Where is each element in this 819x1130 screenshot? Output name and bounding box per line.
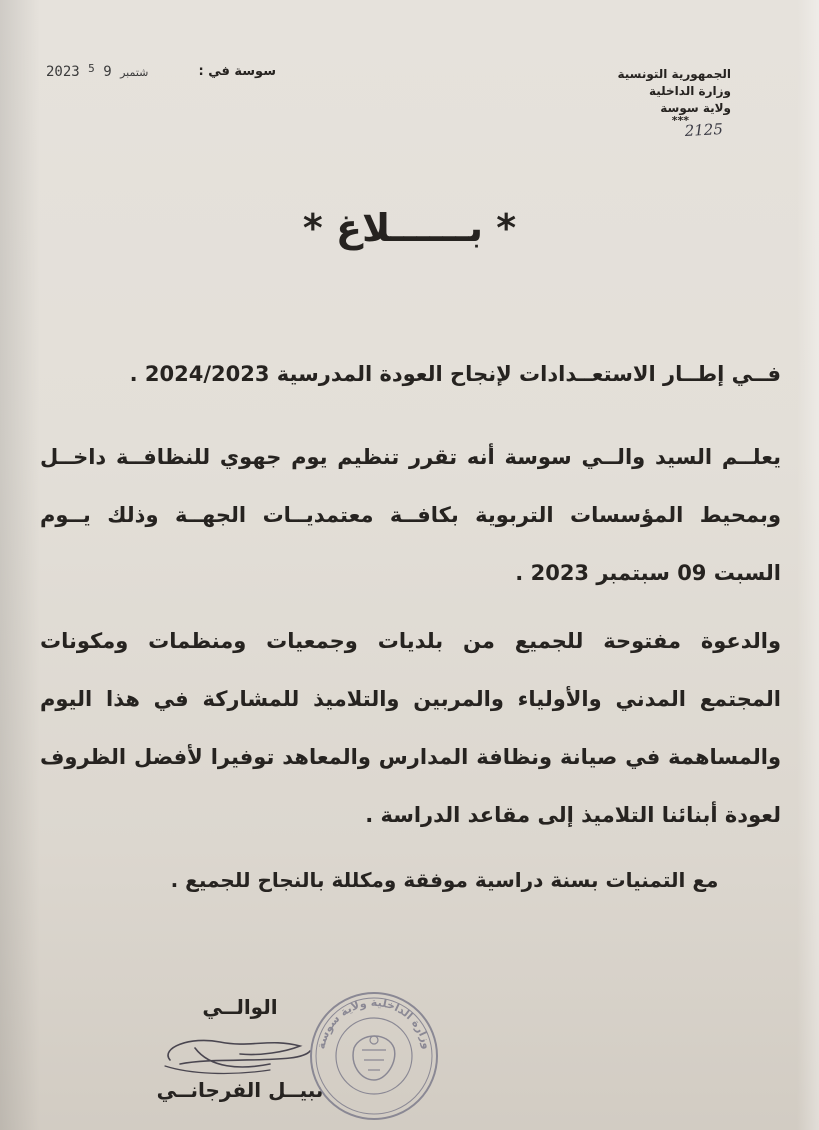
- date-month: 9: [103, 64, 112, 80]
- issue-date: [46, 62, 148, 80]
- place-date-block: [46, 62, 276, 86]
- paragraph-intro: فــي إطــار الاستعــدادات لإنجاح العودة المدرسية 2024/2023 .: [129, 362, 781, 386]
- issuer-block: [571, 66, 731, 142]
- paragraph-invitation: والدعوة مفتوحة للجميع من بلديات وجمعيات ومنظمات ومكونات المجتمع المدني والأولياء والمربين والتلاميذ للمشاركة في هذا اليوم والمساهمة في صيانة ونظافة المدارس والمعاهد توفيرا لأفضل الظروف لعودة أبنائنا التلاميذ إلى مقاعد الدراسة .: [40, 629, 781, 827]
- date-day: 5: [88, 62, 95, 75]
- separator-stars: ***: [671, 114, 689, 127]
- reference-number: 2125: [684, 120, 724, 141]
- place-date-label: سوسة في :: [198, 64, 276, 79]
- date-year: 2023: [46, 64, 80, 80]
- closing-wishes: مع التمنيات بسنة دراسية موفقة ومكللة بالنجاح للجميع .: [170, 868, 719, 892]
- ministry-name: وزارة الداخلية: [648, 84, 731, 98]
- signatory-title: الوالــي: [202, 995, 278, 1019]
- document-title: * بــــــلاغ *: [302, 206, 517, 250]
- signatory-name: نبيــل الفرجانــي: [156, 1078, 324, 1102]
- republic-name: الجمهورية التونسية: [617, 67, 731, 81]
- paragraph-announcement: يعلــم السيد والــي سوسة أنه تقرر تنظيم يوم جهوي للنظافــة داخــل وبمحيط المؤسسات التربوية بكافــة معتمديــات الجهــة وذلك يــوم السبت 09 سبتمبر 2023 .: [40, 445, 781, 585]
- official-seal: [306, 988, 442, 1124]
- governorate-name: ولاية سوسة: [660, 101, 731, 115]
- svg-text:وزارة الداخلية ولاية سوسة: [314, 996, 433, 1050]
- date-month-word: شتمبر: [120, 66, 149, 79]
- seal-text: وزارة الداخلية ولاية سوسة: [314, 996, 434, 1051]
